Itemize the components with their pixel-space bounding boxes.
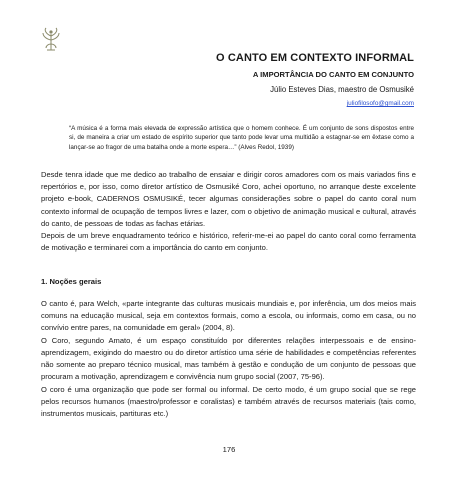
section-body xyxy=(41,298,416,420)
article-header xyxy=(216,52,414,107)
article-subtitle: A IMPORTÂNCIA DO CANTO EM CONJUNTO xyxy=(252,70,414,79)
page-number: 176 xyxy=(222,445,236,454)
section-heading: 1. Noções gerais xyxy=(41,277,102,286)
author-line: Júlio Esteves Dias, maestro de Osmusiké xyxy=(270,85,414,94)
intro-paragraph: Depois de um breve enquadramento teórico e histórico, referir-me-ei ao papel do canto coral como ferramenta de motivação e terminarei com a importância do canto em conjunto. xyxy=(41,231,416,253)
section-paragraph: O canto é, para Welch, «parte integrante das culturas musicais mundiais e, por inferência, um dos meios mais comuns na educação musical, seja em contextos formais, como a escola, ou informais, como em casa, ou no convívio entre pares, na comunidade em geral» (2004, 8). xyxy=(41,299,416,333)
intro-section xyxy=(41,169,416,255)
section-paragraph: O Coro, segundo Amato, é um espaço constituído por diferentes relações interpessoais e de ensino-aprendizagem, exigindo do maestro ou do diretor artístico uma série de habilidades e competências referentes não somente ao preparo técnico musical, mas também à gestão e condução de um conjunto de pessoas que procuram a motivação, aprendizagem e convivência num grupo social (2007, 75-96). xyxy=(41,335,416,382)
article-title: O CANTO EM CONTEXTO INFORMAL xyxy=(216,52,414,64)
author-email-link[interactable]: juliofilosofo@gmail.com xyxy=(346,100,414,107)
epigraph-quote: “A música é a forma mais elevada de expressão artística que o homem conhece. É um conjunto de sons dispostos entre si, de maneira a criar um estado de espírito superior que tanto pode levar uma multidão a estagnar-se em êxtase como a lançar-se ao fragor de uma batalha onde a morte espera…” (Alves Redol, 1939) xyxy=(69,125,414,151)
intro-paragraph: Desde tenra idade que me dedico ao trabalho de ensaiar e dirigir coros amadores com os mais variados fins e repertórios e, por isso, como diretor artístico de Osmusiké Coro, achei oportuno, no arranque deste excelente projeto e-book, CADERNOS OSMUSIKÉ, tecer algumas considerações sobre o papel do canto coral num contexto informal de ocupação de tempos livres e lazer, com o objetivo de animação musical e cultural, através do canto, de pessoas de todas as fachas etárias. xyxy=(41,170,416,228)
ornament-icon xyxy=(40,26,62,52)
section-paragraph: O coro é uma organização que pode ser formal ou informal. De certo modo, é um grupo social que se rege pelos recursos humanos (maestro/professor e coralistas) e também através de recursos materiais (tais como, instrumentos musicais, partituras etc.) xyxy=(41,384,416,418)
